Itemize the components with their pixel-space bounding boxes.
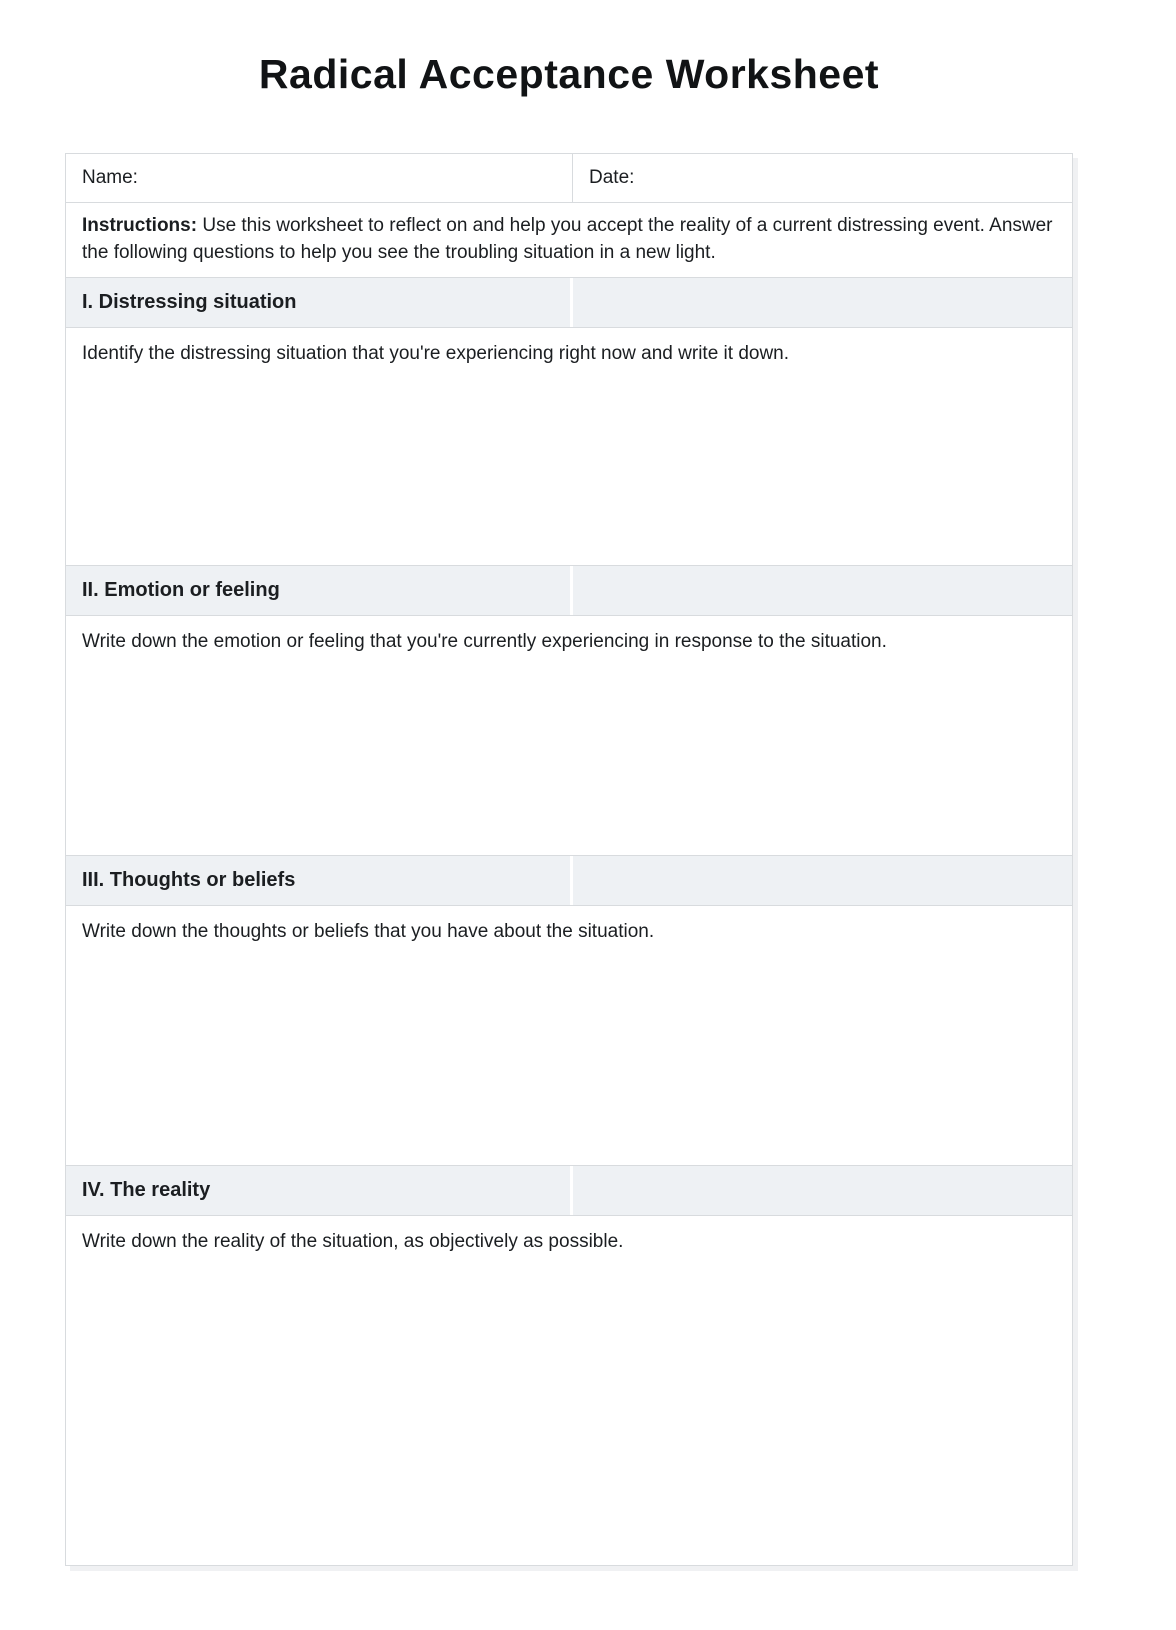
instructions-text: Use this worksheet to reflect on and help you accept the reality of a current distressing event. Answer the following questions to help you see the troubling situation in a new light. [82, 215, 1053, 264]
section-4-header [66, 1165, 1072, 1215]
name-label: Name: [82, 167, 138, 189]
section-1-heading-text: I. Distressing situation [82, 291, 297, 314]
section-3-content [66, 905, 1072, 1165]
section-3-heading-text: III. Thoughts or beliefs [82, 869, 296, 892]
section-2-heading-text: II. Emotion or feeling [82, 579, 280, 602]
section-1-header [66, 277, 1072, 327]
section-4-heading [66, 1166, 570, 1215]
section-3-prompt: Write down the thoughts or beliefs that you have about the situation. [82, 921, 655, 943]
section-4-prompt: Write down the reality of the situation, as objectively as possible. [82, 1231, 624, 1253]
section-2-header-spacer [573, 566, 1072, 615]
section-4-answer-area[interactable] [82, 1255, 1056, 1553]
section-1-heading [66, 278, 570, 327]
section-4-heading-text: IV. The reality [82, 1179, 211, 1202]
section-3-heading [66, 856, 570, 905]
section-3-header [66, 855, 1072, 905]
date-label: Date: [589, 167, 635, 189]
section-2-answer-area[interactable] [82, 655, 1056, 843]
section-4-content [66, 1215, 1072, 1565]
name-date-row [66, 154, 1072, 202]
section-1-header-spacer [573, 278, 1072, 327]
section-3-answer-area[interactable] [82, 945, 1056, 1153]
instructions-label: Instructions: [82, 215, 198, 237]
instructions [66, 202, 1072, 277]
page-title: Radical Acceptance Worksheet [258, 51, 880, 97]
section-2-prompt: Write down the emotion or feeling that you're currently experiencing in response to the situation. [82, 631, 887, 653]
section-4-header-spacer [573, 1166, 1072, 1215]
name-field[interactable] [66, 154, 573, 202]
section-2-heading [66, 566, 570, 615]
section-1-answer-area[interactable] [82, 367, 1056, 553]
section-1-content [66, 327, 1072, 565]
section-1-prompt: Identify the distressing situation that you're experiencing right now and write it down. [82, 343, 790, 365]
section-2-content [66, 615, 1072, 855]
section-3-header-spacer [573, 856, 1072, 905]
section-2-header [66, 565, 1072, 615]
worksheet-table [65, 153, 1073, 1566]
date-field[interactable] [573, 154, 1072, 202]
